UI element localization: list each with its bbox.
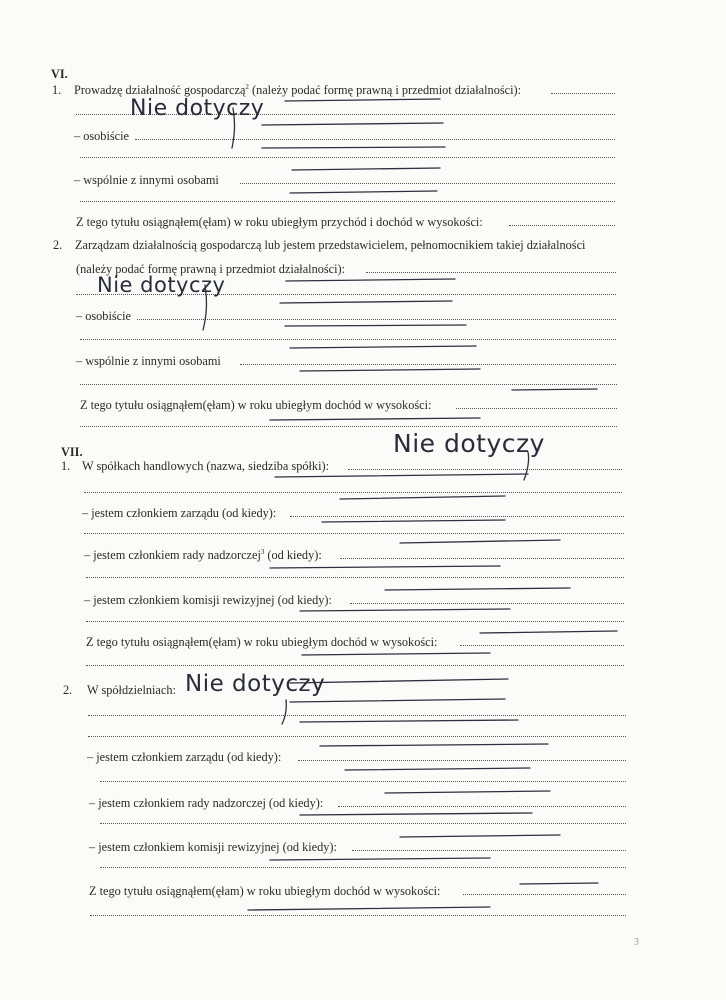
vi-1-jointly-label: – wspólnie z innymi osobami bbox=[74, 173, 219, 187]
pen-stroke bbox=[285, 99, 440, 101]
vi-2-personally-label: – osobiście bbox=[76, 309, 131, 323]
page-number: 3 bbox=[634, 937, 639, 948]
item-vii-2-number: 2. bbox=[63, 683, 73, 697]
pen-stroke bbox=[290, 699, 505, 702]
pen-stroke bbox=[290, 679, 508, 683]
pen-stroke bbox=[232, 108, 235, 148]
pen-stroke bbox=[520, 883, 598, 884]
vi-1-personally-label: – osobiście bbox=[74, 129, 129, 143]
pen-stroke bbox=[290, 191, 437, 193]
item-vii-1-number: 1. bbox=[61, 459, 71, 473]
item-vii-1-line1: W spółkach handlowych (nazwa, siedziba spółki): bbox=[82, 459, 330, 473]
vi-2-income-label: Z tego tytułu osiągnąłem(ęłam) w roku ubiegłym dochód w wysokości: bbox=[80, 398, 432, 412]
pen-stroke bbox=[300, 720, 518, 722]
vii-1-audit-label: – jestem członkiem komisji rewizyjnej (od kiedy): bbox=[84, 593, 332, 607]
handwritten-not-applicable-vii-2: Nie dotyczy bbox=[185, 671, 326, 697]
section-vii-heading: VII. bbox=[61, 445, 83, 459]
vii-2-income-label: Z tego tytułu osiągnąłem(ęłam) w roku ubiegłym dochód w wysokości: bbox=[89, 884, 441, 898]
pen-stroke bbox=[290, 346, 476, 348]
pen-stroke bbox=[285, 325, 466, 326]
vii-1-supervisory-label: – jestem członkiem rady nadzorczej$^3$ (od kiedy): bbox=[84, 548, 322, 562]
pen-stroke bbox=[524, 452, 529, 480]
pen-stroke bbox=[270, 418, 480, 420]
pen-stroke bbox=[302, 653, 490, 655]
pen-stroke bbox=[270, 566, 500, 568]
pen-stroke bbox=[480, 631, 617, 633]
pen-stroke bbox=[270, 858, 490, 860]
pen-stroke bbox=[400, 540, 560, 543]
item-vii-2-line1: W spółdzielniach: bbox=[87, 683, 176, 697]
pen-stroke bbox=[400, 835, 560, 837]
handwritten-not-applicable-vi-2: Nie dotyczy bbox=[97, 273, 226, 297]
pen-stroke bbox=[280, 301, 452, 303]
vii-2-audit-label: – jestem członkiem komisji rewizyjnej (od kiedy): bbox=[89, 840, 337, 854]
pen-stroke bbox=[340, 496, 505, 499]
pen-stroke bbox=[322, 520, 505, 522]
item-vi-1-text: Prowadzę działalność gospodarczą$^2$ (należy podać formę prawną i przedmiot działalności): bbox=[74, 83, 522, 97]
pen-stroke bbox=[282, 700, 286, 724]
pen-stroke bbox=[300, 609, 510, 611]
item-vi-2-line2: (należy podać formę prawną i przedmiot działalności): bbox=[76, 262, 346, 276]
handwritten-not-applicable-vi-1: Nie dotyczy bbox=[130, 96, 265, 121]
pen-stroke bbox=[286, 279, 455, 281]
section-vi-heading: VI. bbox=[51, 67, 68, 81]
vii-2-board-label: – jestem członkiem zarządu (od kiedy): bbox=[87, 750, 282, 764]
vi-1-income-label: Z tego tytułu osiągnąłem(ęłam) w roku ubiegłym przychód i dochód w wysokości: bbox=[76, 215, 483, 229]
handwritten-not-applicable-vii: Nie dotyczy bbox=[393, 429, 545, 458]
pen-stroke bbox=[248, 907, 490, 910]
pen-stroke bbox=[512, 389, 597, 390]
vi-2-jointly-label: – wspólnie z innymi osobami bbox=[76, 354, 221, 368]
vii-1-board-label: – jestem członkiem zarządu (od kiedy): bbox=[82, 506, 277, 520]
pen-stroke bbox=[300, 813, 532, 815]
pen-stroke bbox=[300, 369, 480, 371]
pen-stroke bbox=[320, 744, 548, 746]
pen-stroke bbox=[292, 168, 440, 170]
pen-stroke bbox=[262, 123, 443, 125]
item-vi-2-number: 2. bbox=[53, 238, 63, 252]
pen-stroke bbox=[262, 147, 445, 148]
pen-stroke bbox=[275, 474, 528, 477]
pen-stroke bbox=[345, 768, 530, 770]
vii-2-supervisory-label: – jestem członkiem rady nadzorczej (od kiedy): bbox=[89, 796, 324, 810]
item-vi-2-line1: Zarządzam działalnością gospodarczą lub jestem przedstawicielem, pełnomocnikiem takiej działalności bbox=[75, 238, 586, 252]
pen-stroke bbox=[203, 285, 206, 330]
pen-stroke bbox=[385, 791, 550, 793]
vii-1-income-label: Z tego tytułu osiągnąłem(ęłam) w roku ubiegłym dochód w wysokości: bbox=[86, 635, 438, 649]
pen-stroke bbox=[385, 588, 570, 590]
item-vi-1-number: 1. bbox=[52, 83, 62, 97]
